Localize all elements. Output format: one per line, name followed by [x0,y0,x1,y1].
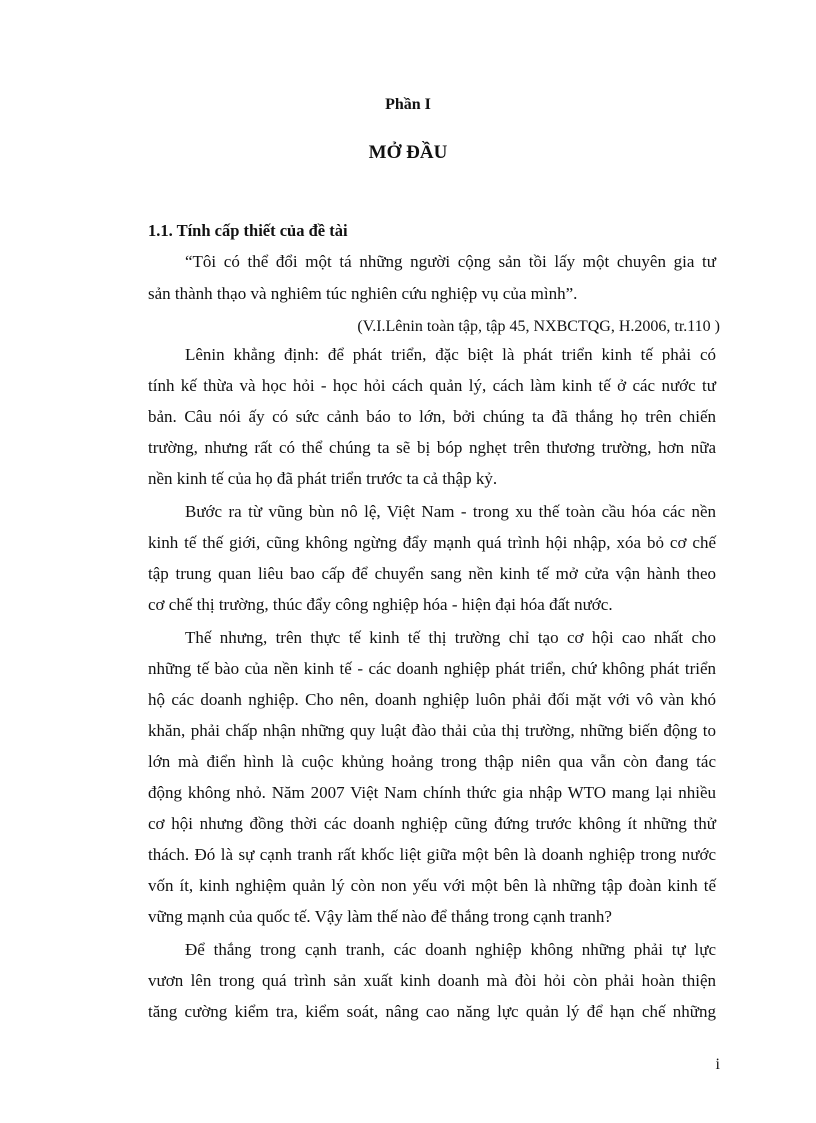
quote-line: “Tôi có thể đổi một tá những người cộng sản tồi lấy một chuyên gia tư [185,252,716,271]
paragraph-line: vốn ít, kinh nghiệm quản lý còn non yếu với một bên là những tập đoàn kinh tế [148,876,716,895]
part-heading: Phần I [385,96,431,113]
quote-line: sản thành thạo và nghiêm túc nghiên cứu nghiệp vụ của mình”. [148,284,578,303]
paragraph-line: trường, nhưng rất có thể chúng ta sẽ bị bóp nghẹt trên thương trường, hơn nữa [148,438,716,457]
page-number: i [715,1056,720,1073]
paragraph-line: Bước ra từ vũng bùn nô lệ, Việt Nam - trong xu thế toàn cầu hóa các nền [185,502,716,521]
paragraph-line: động không nhỏ. Năm 2007 Việt Nam chính thức gia nhập WTO mang lại nhiều [148,783,716,802]
paragraph-line: lớn mà điển hình là cuộc khủng hoảng trong thập niên qua vẫn còn đang tác [148,752,716,771]
paragraph-line: bản. Câu nói ấy có sức cảnh báo to lớn, bởi chúng ta đã thắng họ trên chiến [148,407,716,426]
paragraph-line: khăn, phải chấp nhận những quy luật đào thải của thị trường, những biến động to [148,721,716,740]
paragraph-line: Thế nhưng, trên thực tế kinh tế thị trường chỉ tạo cơ hội cao nhất cho [185,628,716,647]
paragraph-line: những tế bào của nền kinh tế - các doanh nghiệp phát triển, chứ không phát triển [148,659,716,678]
paragraph-line: vươn lên trong quá trình sản xuất kinh doanh mà đòi hỏi còn phải hoàn thiện [148,971,716,990]
quote-citation: (V.I.Lênin toàn tập, tập 45, NXBCTQG, H.2006, tr.110 ) [357,318,720,335]
chapter-heading: MỞ ĐẦU [368,142,448,163]
paragraph-line: tập trung quan liêu bao cấp để chuyển sang nền kinh tế mở cửa vận hành theo [148,564,716,583]
paragraph-line: Lênin khẳng định: để phát triển, đặc biệt là phát triển kinh tế phải có [185,345,716,364]
paragraph-line: cơ hội nhưng đồng thời các doanh nghiệp cũng đứng trước không ít những thử [148,814,716,833]
paragraph-line: kinh tế thế giới, cũng không ngừng đẩy mạnh quá trình hội nhập, xóa bỏ cơ chế [148,533,716,552]
paragraph-line: nền kinh tế của họ đã phát triển trước ta cả thập kỷ. [148,469,498,488]
paragraph-line: tăng cường kiểm tra, kiểm soát, nâng cao năng lực quản lý để hạn chế những [148,1002,716,1021]
paragraph-line: cơ chế thị trường, thúc đẩy công nghiệp hóa - hiện đại hóa đất nước. [148,595,613,614]
paragraph-line: Để thắng trong cạnh tranh, các doanh nghiệp không những phải tự lực [185,940,716,959]
paragraph-line: vững mạnh của quốc tế. Vậy làm thế nào để thắng trong cạnh tranh? [148,907,612,926]
paragraph-line: hộ các doanh nghiệp. Cho nên, doanh nghiệp luôn phải đối mặt với vô vàn khó [148,690,716,709]
paragraph-line: thách. Đó là sự cạnh tranh rất khốc liệt giữa một bên là doanh nghiệp trong nước [148,845,716,864]
paragraph-line: tính kế thừa và học hỏi - học hỏi cách quản lý, cách làm kinh tế ở các nước tư [148,376,716,395]
section-heading: 1.1. Tính cấp thiết của đề tài [148,221,348,240]
